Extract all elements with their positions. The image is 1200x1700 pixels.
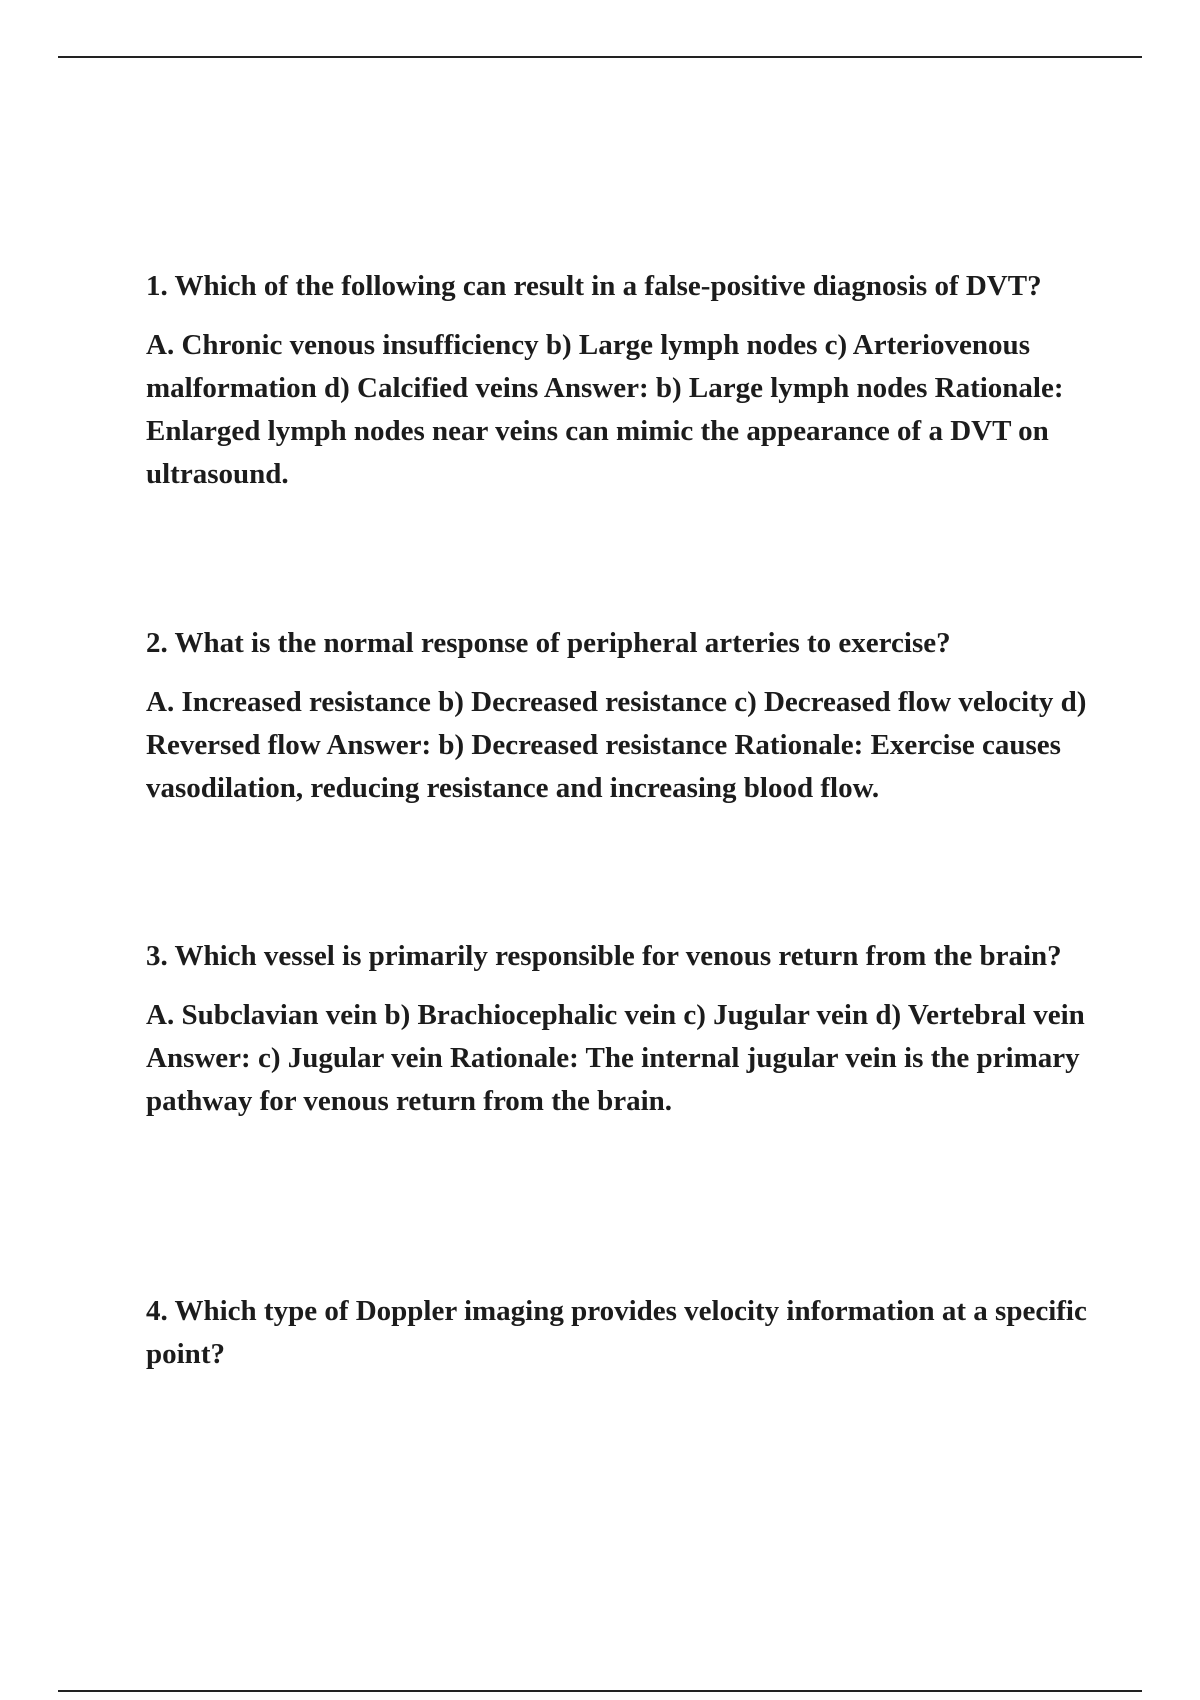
- question-block-1: [146, 265, 1106, 496]
- question-block-4: [146, 1290, 1106, 1376]
- question-text: 4. Which type of Doppler imaging provides velocity information at a specific point?: [146, 1295, 1087, 1370]
- answer-text: A. Increased resistance b) Decreased resistance c) Decreased flow velocity d) Reversed flow Answer: b) Decreased resistance Rationale: Exercise causes vasodilation, reducing resistance and increasing blood flow.: [146, 686, 1087, 804]
- bottom-divider: [58, 1690, 1142, 1692]
- question-text: 3. Which vessel is primarily responsible for venous return from the brain?: [146, 940, 1062, 972]
- answer-text: A. Chronic venous insufficiency b) Large lymph nodes c) Arteriovenous malformation d) Calcified veins Answer: b) Large lymph nodes Rationale: Enlarged lymph nodes near veins can mimic the appearance of a DVT on ultrasound.: [146, 329, 1064, 490]
- top-divider: [58, 56, 1142, 58]
- question-block-3: [146, 935, 1106, 1123]
- answer-text: A. Subclavian vein b) Brachiocephalic vein c) Jugular vein d) Vertebral vein Answer: c) Jugular vein Rationale: The internal jugular vein is the primary pathway for venous return from the brain.: [146, 999, 1085, 1117]
- question-text: 1. Which of the following can result in a false-positive diagnosis of DVT?: [146, 270, 1042, 302]
- question-block-2: [146, 622, 1106, 810]
- question-text: 2. What is the normal response of peripheral arteries to exercise?: [146, 627, 951, 659]
